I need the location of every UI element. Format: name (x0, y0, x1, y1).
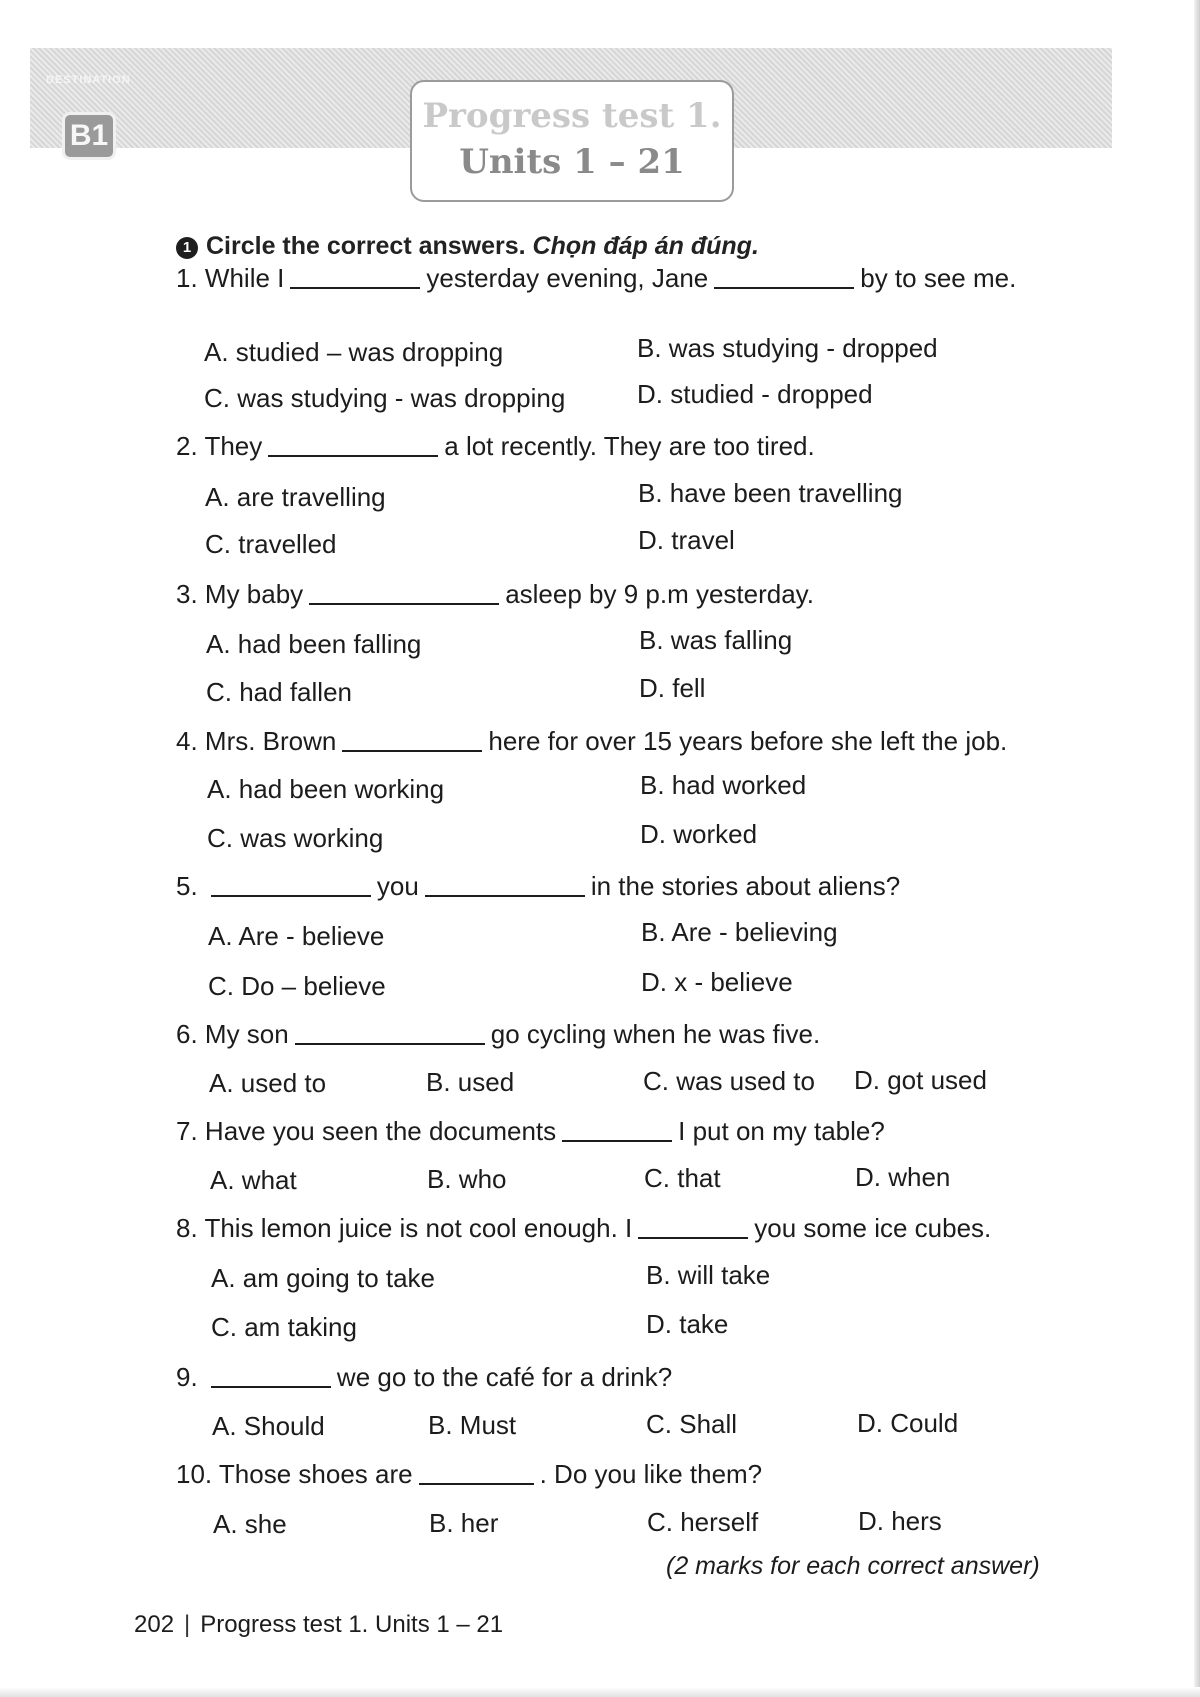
question-number: 4. (176, 726, 198, 756)
option-b[interactable]: B. who (427, 1164, 507, 1194)
question-text: While I (204, 263, 285, 293)
question-text: . Do you like them? (539, 1459, 763, 1489)
answer-blank[interactable] (425, 873, 585, 897)
question-1 (176, 262, 1016, 294)
option-c[interactable]: C. Do – believe (208, 971, 386, 1001)
test-title: Progress test 1. (422, 96, 722, 136)
option-d[interactable]: D. take (646, 1309, 729, 1339)
footer-separator: | (184, 1611, 191, 1638)
option-a[interactable]: A. what (210, 1165, 297, 1195)
question-text: My son (204, 1019, 289, 1049)
test-units: Units 1 – 21 (459, 142, 685, 182)
answer-blank[interactable] (309, 581, 499, 605)
question-text: asleep by 9 p.m yesterday. (505, 579, 814, 609)
option-b[interactable]: B. was falling (639, 625, 793, 655)
question-number: 10. (176, 1459, 213, 1489)
page-number: 202 (134, 1611, 175, 1638)
test-title-box (410, 80, 734, 202)
option-a[interactable]: A. had been working (207, 774, 445, 804)
option-c[interactable]: C. was studying - was dropping (204, 383, 566, 413)
option-b[interactable]: B. her (429, 1508, 499, 1538)
answer-blank[interactable] (295, 1021, 485, 1045)
option-b[interactable]: B. Must (428, 1410, 517, 1440)
option-c[interactable]: C. am taking (211, 1312, 357, 1342)
question-number: 3. (176, 579, 198, 609)
question-text: They (204, 431, 263, 461)
question-text: Have you seen the documents (204, 1116, 557, 1146)
answer-blank[interactable] (419, 1461, 534, 1485)
option-b[interactable]: B. Are - believing (641, 917, 838, 947)
page-footer (134, 1611, 503, 1639)
page-edge-bottom (0, 1687, 1200, 1697)
question-text: you (376, 871, 419, 901)
page-edge-right (1194, 0, 1200, 1697)
option-c[interactable]: C. Shall (646, 1409, 738, 1439)
option-b[interactable]: B. will take (646, 1260, 771, 1290)
question-text: This lemon juice is not cool enough. I (204, 1213, 633, 1243)
option-a[interactable]: A. had been falling (206, 629, 422, 659)
option-a[interactable]: A. Are - believe (208, 921, 385, 951)
answer-blank[interactable] (638, 1215, 748, 1239)
question-number: 9. (176, 1362, 198, 1392)
question-8 (176, 1212, 991, 1244)
question-text: My baby (204, 579, 304, 609)
marks-note: (2 marks for each correct answer) (666, 1552, 1040, 1580)
option-b[interactable]: B. have been travelling (638, 478, 903, 508)
option-d[interactable]: D. studied - dropped (637, 379, 873, 409)
option-a[interactable]: A. Should (212, 1411, 325, 1441)
option-c[interactable]: C. that (644, 1163, 721, 1193)
exercise-number-icon: 1 (176, 237, 198, 259)
question-text: I put on my table? (678, 1116, 885, 1146)
option-c[interactable]: C. was used to (643, 1066, 815, 1096)
option-a[interactable]: A. are travelling (205, 482, 386, 512)
question-10 (176, 1458, 762, 1490)
question-number: 7. (176, 1116, 198, 1146)
question-6 (176, 1018, 820, 1050)
question-text: go cycling when he was five. (490, 1019, 821, 1049)
answer-blank[interactable] (268, 433, 438, 457)
option-a[interactable]: A. studied – was dropping (204, 337, 504, 367)
answer-blank[interactable] (211, 873, 371, 897)
option-c[interactable]: C. was working (207, 823, 384, 853)
option-c[interactable]: C. had fallen (206, 677, 352, 707)
question-text: we go to the café for a drink? (336, 1362, 673, 1392)
question-number: 8. (176, 1213, 198, 1243)
option-d[interactable]: D. when (855, 1162, 951, 1192)
question-text: Those shoes are (218, 1459, 413, 1489)
question-number: 2. (176, 431, 198, 461)
option-d[interactable]: D. hers (858, 1506, 942, 1536)
answer-blank[interactable] (342, 728, 482, 752)
question-text: here for over 15 years before she left the job. (488, 726, 1008, 756)
question-text: you some ice cubes. (754, 1213, 992, 1243)
option-d[interactable]: D. fell (639, 673, 706, 703)
question-5 (176, 870, 900, 902)
question-3 (176, 578, 814, 610)
question-text: in the stories about aliens? (590, 871, 901, 901)
level-badge: B1 (62, 112, 116, 160)
option-b[interactable]: B. had worked (640, 770, 807, 800)
question-text: by to see me. (860, 263, 1017, 293)
question-text: a lot recently. They are too tired. (444, 431, 815, 461)
answer-blank[interactable] (562, 1118, 672, 1142)
question-4 (176, 725, 1007, 757)
instruction-vietnamese: Chọn đáp án đúng. (532, 232, 759, 260)
option-c[interactable]: C. herself (647, 1507, 759, 1537)
footer-title: Progress test 1. Units 1 – 21 (200, 1611, 504, 1638)
option-a[interactable]: A. am going to take (211, 1263, 436, 1293)
option-c[interactable]: C. travelled (205, 529, 337, 559)
exercise-instruction (176, 232, 759, 261)
answer-blank[interactable] (714, 265, 854, 289)
question-7 (176, 1115, 885, 1147)
answer-blank[interactable] (211, 1364, 331, 1388)
option-b[interactable]: B. was studying - dropped (637, 333, 938, 363)
option-a[interactable]: A. she (213, 1509, 287, 1539)
option-d[interactable]: D. worked (640, 819, 758, 849)
instruction-english: Circle the correct answers. (206, 232, 526, 260)
question-9 (176, 1361, 672, 1393)
answer-blank[interactable] (290, 265, 420, 289)
question-number: 5. (176, 871, 198, 901)
question-number: 6. (176, 1019, 198, 1049)
option-d[interactable]: D. Could (857, 1408, 959, 1438)
option-a[interactable]: A. used to (209, 1068, 327, 1098)
option-d[interactable]: D. travel (638, 525, 735, 555)
option-d[interactable]: D. got used (854, 1065, 987, 1095)
option-b[interactable]: B. used (426, 1067, 515, 1097)
option-d[interactable]: D. x - believe (641, 967, 793, 997)
brand-label: DESTINATION (46, 74, 131, 86)
question-text: Mrs. Brown (204, 726, 337, 756)
question-number: 1. (176, 263, 198, 293)
question-2 (176, 430, 815, 462)
question-text: yesterday evening, Jane (426, 263, 709, 293)
